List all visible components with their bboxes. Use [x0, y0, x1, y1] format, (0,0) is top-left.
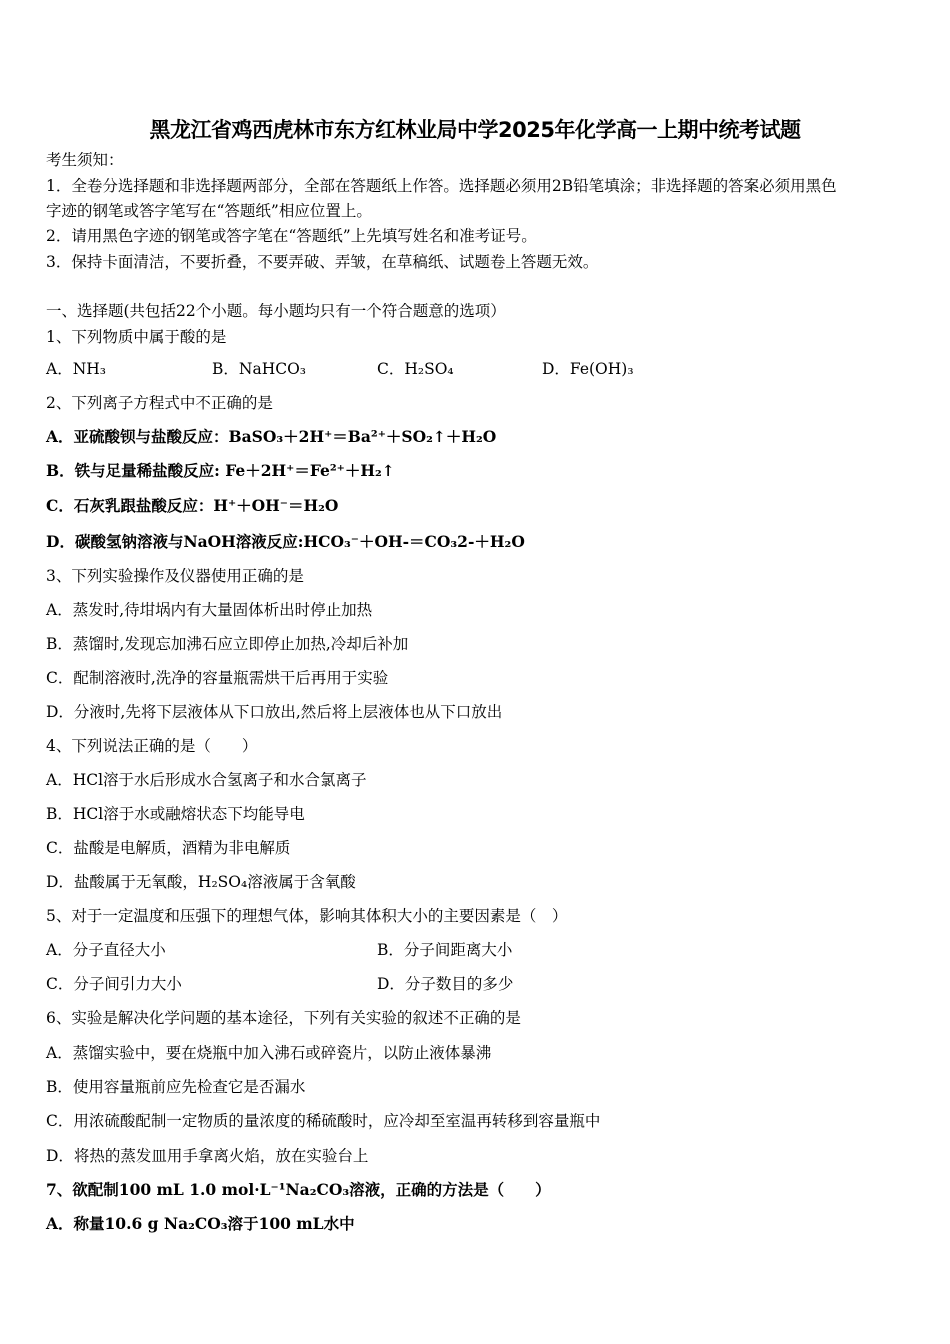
option: C．用浓硫酸配制一定物质的量浓度的稀硫酸时，应冷却至室温再转移到容量瓶中 [46, 1112, 601, 1130]
notice-item: 3．保持卡面清洁，不要折叠，不要弄破、弄皱，在草稿纸、试题卷上答题无效。 [46, 253, 599, 271]
option: B．蒸馏时,发现忘加沸石应立即停止加热,冷却后补加 [46, 635, 409, 653]
question-stem: 2、下列离子方程式中不正确的是 [46, 394, 273, 412]
option: C．配制溶液时,洗净的容量瓶需烘干后再用于实验 [46, 669, 389, 687]
option: D．分液时,先将下层液体从下口放出,然后将上层液体也从下口放出 [46, 703, 503, 721]
notice-heading: 考生须知： [46, 151, 124, 169]
notice-item: 1．全卷分选择题和非选择题两部分，全部在答题纸上作答。选择题必须用2B铅笔填涂；非选择题的答案必须用黑色 [46, 177, 837, 195]
section-heading: 一、选择题(共包括22个小题。每小题均只有一个符合题意的选项） [46, 302, 506, 320]
option: B．使用容量瓶前应先检查它是否漏水 [46, 1078, 306, 1096]
option: C．石灰乳跟盐酸反应：H⁺＋OH⁻＝H₂O [46, 496, 339, 515]
option: A．分子直径大小 [46, 941, 166, 959]
question-stem: 7、欲配制100 mL 1.0 mol·L⁻¹Na₂CO₃溶液，正确的方法是（ ） [46, 1180, 551, 1199]
option: A．蒸馏实验中，要在烧瓶中加入沸石或碎瓷片，以防止液体暴沸 [46, 1044, 492, 1062]
notice-item: 2．请用黑色字迹的钢笔或答字笔在“答题纸”上先填写姓名和准考证号。 [46, 227, 537, 245]
option: A．蒸发时,待坩埚内有大量固体析出时停止加热 [46, 601, 373, 619]
option: D．分子数目的多少 [377, 975, 514, 993]
option: D．盐酸属于无氧酸，H₂SO₄溶液属于含氧酸 [46, 873, 356, 891]
option: B．分子间距离大小 [377, 941, 513, 959]
option: A．称量10.6 g Na₂CO₃溶于100 mL水中 [46, 1214, 355, 1233]
option: C．分子间引力大小 [46, 975, 182, 993]
option: D．将热的蒸发皿用手拿离火焰，放在实验台上 [46, 1147, 369, 1165]
question-stem: 5、对于一定温度和压强下的理想气体，影响其体积大小的主要因素是（ ） [46, 907, 568, 925]
question-stem: 1、下列物质中属于酸的是 [46, 328, 227, 346]
option: B．铁与足量稀盐酸反应: Fe＋2H⁺＝Fe²⁺＋H₂↑ [46, 461, 395, 480]
option: C．盐酸是电解质，酒精为非电解质 [46, 839, 291, 857]
option: A．亚硫酸钡与盐酸反应：BaSO₃＋2H⁺＝Ba²⁺＋SO₂↑＋H₂O [46, 427, 497, 446]
option: A．NH₃ [46, 360, 106, 378]
option: A．HCl溶于水后形成水合氢离子和水合氯离子 [46, 771, 367, 789]
option: D．碳酸氢钠溶液与NaOH溶液反应:HCO₃⁻＋OH-＝CO₃2-＋H₂O [46, 532, 525, 551]
option: D．Fe(OH)₃ [542, 360, 634, 378]
exam-title: 黑龙江省鸡西虎林市东方红林业局中学2025年化学高一上期中统考试题 [149, 118, 801, 142]
notice-item: 字迹的钢笔或答字笔写在“答题纸”相应位置上。 [46, 202, 372, 220]
question-stem: 6、实验是解决化学问题的基本途径，下列有关实验的叙述不正确的是 [46, 1009, 521, 1027]
option: B．NaHCO₃ [212, 360, 306, 378]
question-stem: 3、下列实验操作及仪器使用正确的是 [46, 567, 304, 585]
option: B．HCl溶于水或融熔状态下均能导电 [46, 805, 305, 823]
question-stem: 4、下列说法正确的是（ ） [46, 737, 258, 755]
option: C．H₂SO₄ [377, 360, 454, 378]
